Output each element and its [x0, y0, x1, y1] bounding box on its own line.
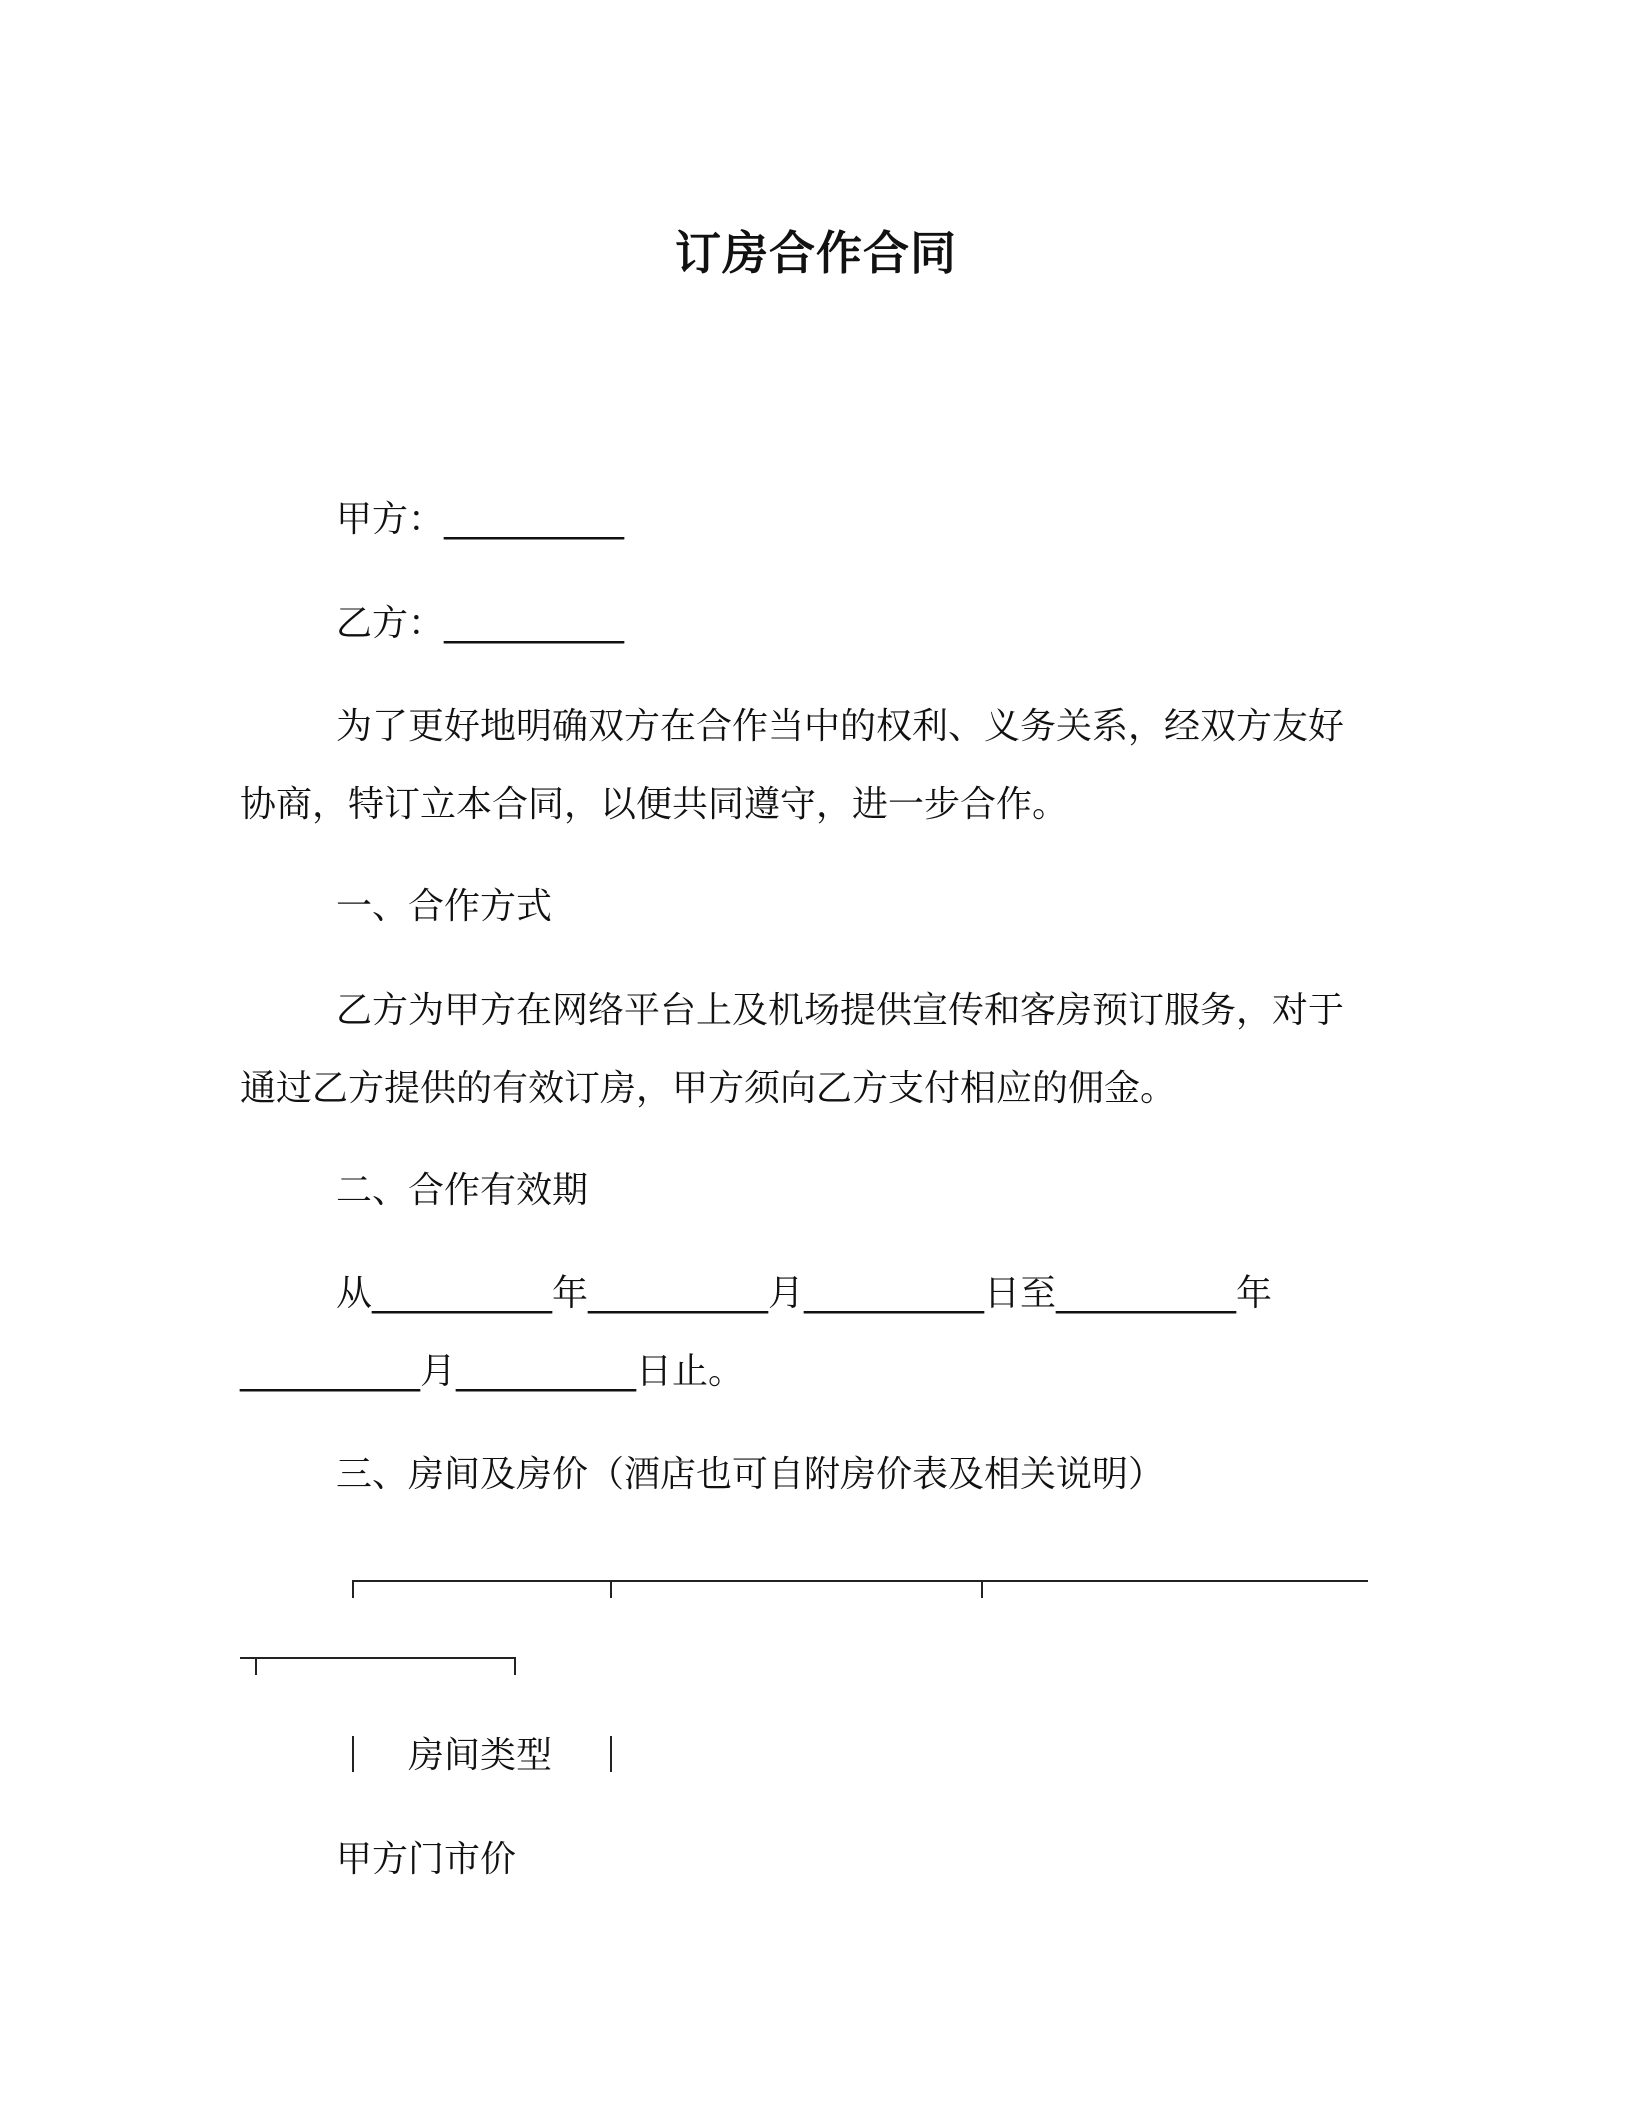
section-1-line-2: 通过乙方提供的有效订房，甲方须向乙方支付相应的佣金。 [240, 1068, 1177, 1109]
party-a-line: 甲方：__________ [336, 499, 625, 540]
section-3-heading: 三、房间及房价（酒店也可自附房价表及相关说明） [336, 1454, 1165, 1495]
intro-paragraph-line-1: 为了更好地明确双方在合作当中的权利、义务关系，经双方友好 [336, 706, 1345, 747]
party-b-line: 乙方：__________ [336, 603, 625, 644]
table-cell-left-border [352, 1736, 354, 1772]
table-cell-right-border [610, 1736, 612, 1772]
table-header-room-type: 房间类型 [408, 1735, 553, 1776]
section-2-line-1: 从__________年__________月__________日至__________年 [336, 1273, 1272, 1314]
section-1-line-1: 乙方为甲方在网络平台上及机场提供宣传和客房预订服务，对于 [336, 990, 1345, 1031]
table-second-divider-right [514, 1657, 516, 1675]
table-col-divider-2 [610, 1580, 612, 1598]
table-header-list-price: 甲方门市价 [336, 1839, 517, 1880]
table-col-divider-3 [981, 1580, 983, 1598]
section-2-heading: 二、合作有效期 [336, 1170, 589, 1211]
section-1-heading: 一、合作方式 [336, 886, 553, 927]
intro-paragraph-line-2: 协商，特订立本合同，以便共同遵守，进一步合作。 [240, 784, 1069, 825]
section-2-line-2: __________月__________日止。 [240, 1351, 745, 1392]
table-second-divider-left [255, 1657, 257, 1675]
document-title: 订房合作合同 [675, 226, 957, 280]
table-top-border [352, 1580, 1368, 1582]
table-col-divider-1 [352, 1580, 354, 1598]
table-second-border [240, 1657, 516, 1659]
